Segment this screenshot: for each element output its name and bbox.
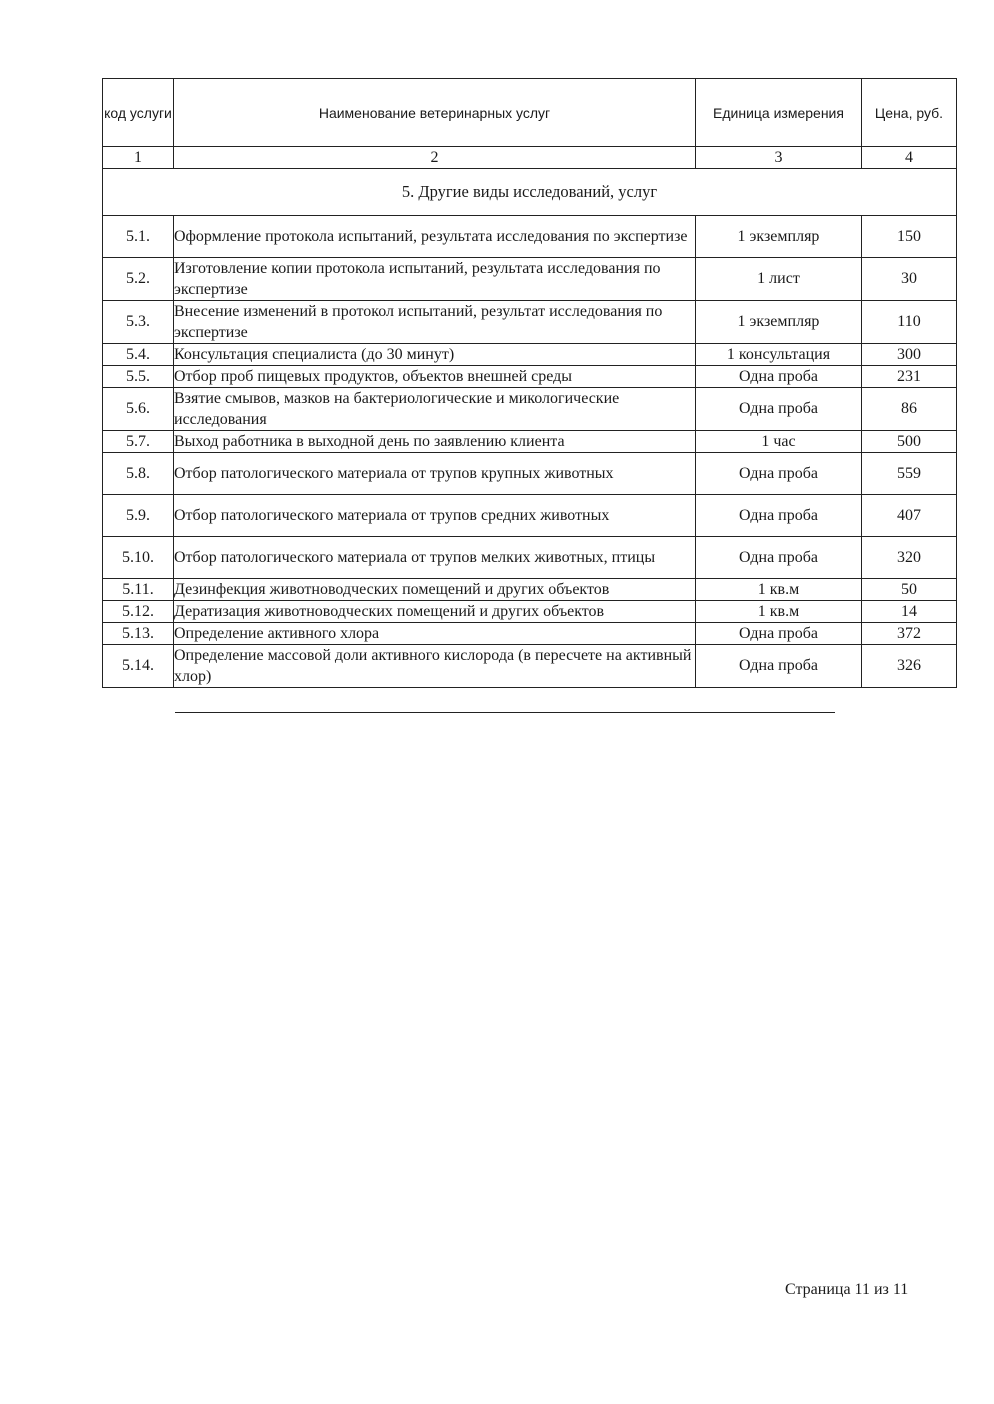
service-price: 372 bbox=[862, 623, 957, 645]
service-price: 30 bbox=[862, 258, 957, 301]
service-name: Отбор проб пищевых продуктов, объектов внешней среды bbox=[174, 366, 696, 388]
table-header-row bbox=[103, 79, 957, 147]
service-price: 231 bbox=[862, 366, 957, 388]
service-code: 5.6. bbox=[103, 388, 174, 431]
table-row bbox=[103, 258, 957, 301]
service-price: 86 bbox=[862, 388, 957, 431]
service-price: 50 bbox=[862, 579, 957, 601]
service-unit: 1 кв.м bbox=[696, 579, 862, 601]
service-name: Дератизация животноводческих помещений и других объектов bbox=[174, 601, 696, 623]
service-unit: Одна проба bbox=[696, 388, 862, 431]
table-row bbox=[103, 388, 957, 431]
service-name: Оформление протокола испытаний, результата исследования по экспертизе bbox=[174, 216, 696, 258]
service-name: Консультация специалиста (до 30 минут) bbox=[174, 344, 696, 366]
service-code: 5.3. bbox=[103, 301, 174, 344]
table-row bbox=[103, 301, 957, 344]
service-name: Отбор патологического материала от трупов мелких животных, птицы bbox=[174, 537, 696, 579]
services-price-table bbox=[102, 78, 957, 688]
section-title: 5. Другие виды исследований, услуг bbox=[103, 169, 957, 216]
column-number: 1 bbox=[103, 147, 174, 169]
service-code: 5.5. bbox=[103, 366, 174, 388]
service-code: 5.12. bbox=[103, 601, 174, 623]
service-unit: Одна проба bbox=[696, 537, 862, 579]
header-name: Наименование ветеринарных услуг bbox=[174, 79, 696, 147]
table-row bbox=[103, 537, 957, 579]
service-price: 150 bbox=[862, 216, 957, 258]
service-name: Взятие смывов, мазков на бактериологические и микологические исследования bbox=[174, 388, 696, 431]
service-price: 320 bbox=[862, 537, 957, 579]
service-code: 5.8. bbox=[103, 453, 174, 495]
service-name: Определение массовой доли активного кислорода (в пересчете на активный хлор) bbox=[174, 645, 696, 688]
service-price: 300 bbox=[862, 344, 957, 366]
table-row bbox=[103, 495, 957, 537]
service-name: Изготовление копии протокола испытаний, результата исследования по экспертизе bbox=[174, 258, 696, 301]
service-code: 5.2. bbox=[103, 258, 174, 301]
service-price: 326 bbox=[862, 645, 957, 688]
service-unit: Одна проба bbox=[696, 623, 862, 645]
service-name: Отбор патологического материала от трупов средних животных bbox=[174, 495, 696, 537]
table-row bbox=[103, 366, 957, 388]
column-number: 3 bbox=[696, 147, 862, 169]
service-price: 500 bbox=[862, 431, 957, 453]
service-price: 407 bbox=[862, 495, 957, 537]
table-row bbox=[103, 623, 957, 645]
service-price: 110 bbox=[862, 301, 957, 344]
service-unit: 1 экземпляр bbox=[696, 216, 862, 258]
service-code: 5.11. bbox=[103, 579, 174, 601]
service-name: Дезинфекция животноводческих помещений и других объектов bbox=[174, 579, 696, 601]
service-unit: 1 кв.м bbox=[696, 601, 862, 623]
service-unit: Одна проба bbox=[696, 645, 862, 688]
table-row bbox=[103, 344, 957, 366]
table-row bbox=[103, 579, 957, 601]
service-code: 5.13. bbox=[103, 623, 174, 645]
service-code: 5.7. bbox=[103, 431, 174, 453]
service-code: 5.4. bbox=[103, 344, 174, 366]
table-row bbox=[103, 216, 957, 258]
column-number-row bbox=[103, 147, 957, 169]
service-name: Определение активного хлора bbox=[174, 623, 696, 645]
header-unit: Единица измерения bbox=[696, 79, 862, 147]
service-price: 559 bbox=[862, 453, 957, 495]
service-unit: 1 лист bbox=[696, 258, 862, 301]
service-name: Внесение изменений в протокол испытаний, результат исследования по экспертизе bbox=[174, 301, 696, 344]
table-row bbox=[103, 431, 957, 453]
service-name: Выход работника в выходной день по заявлению клиента bbox=[174, 431, 696, 453]
service-unit: 1 час bbox=[696, 431, 862, 453]
service-unit: 1 экземпляр bbox=[696, 301, 862, 344]
section-heading-row bbox=[103, 169, 957, 216]
column-number: 4 bbox=[862, 147, 957, 169]
service-unit: Одна проба bbox=[696, 495, 862, 537]
service-unit: 1 консультация bbox=[696, 344, 862, 366]
closing-rule-divider bbox=[175, 712, 835, 713]
service-name: Отбор патологического материала от трупов крупных животных bbox=[174, 453, 696, 495]
service-code: 5.14. bbox=[103, 645, 174, 688]
table-row bbox=[103, 601, 957, 623]
service-unit: Одна проба bbox=[696, 366, 862, 388]
service-code: 5.10. bbox=[103, 537, 174, 579]
column-number: 2 bbox=[174, 147, 696, 169]
header-price: Цена, руб. bbox=[862, 79, 957, 147]
service-code: 5.9. bbox=[103, 495, 174, 537]
service-code: 5.1. bbox=[103, 216, 174, 258]
service-unit: Одна проба bbox=[696, 453, 862, 495]
service-price: 14 bbox=[862, 601, 957, 623]
page-number: Страница 11 из 11 bbox=[785, 1281, 909, 1298]
table-row bbox=[103, 453, 957, 495]
table-row bbox=[103, 645, 957, 688]
header-code: код услуги bbox=[103, 79, 174, 147]
